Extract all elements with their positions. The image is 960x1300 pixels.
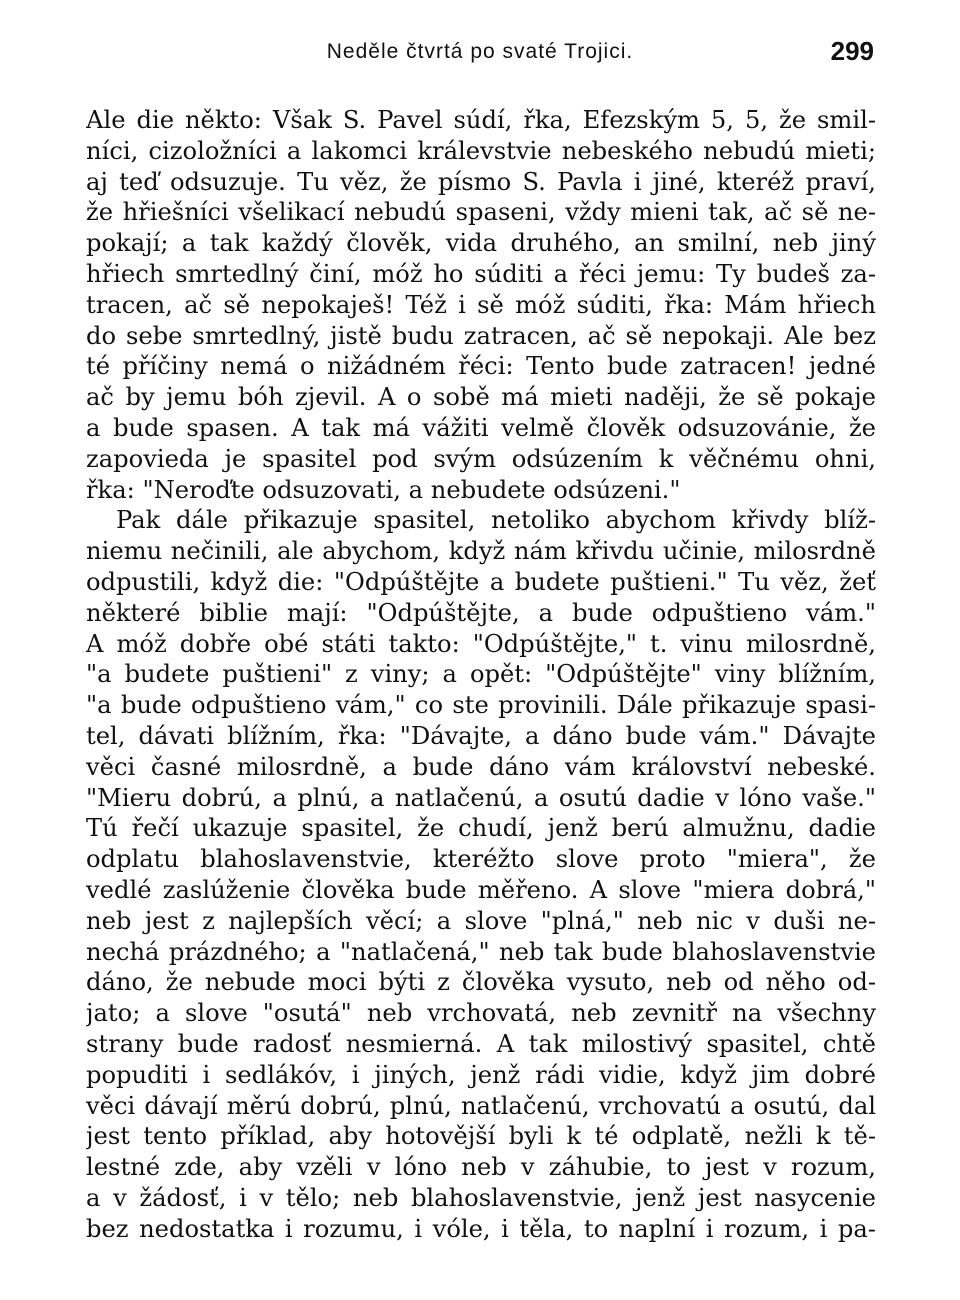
- text-line: ač by jemu bóh zjevil. A o sobě má mieti naději, že sě pokaje: [86, 383, 876, 412]
- text-line: Pak dále přikazuje spasitel, netoliko abychom křivdy blíž-: [116, 506, 876, 535]
- text-line: věci časné milosrdně, a bude dáno vám království nebeské.: [86, 752, 876, 781]
- text-line: vedlé zaslúženie člověka bude měřeno. A slove "miera dobrá,": [86, 875, 876, 904]
- text-line: odplatu blahoslavenstvie, kteréžto slove proto "miera", že: [86, 845, 876, 874]
- text-line: "a budete puštieni" z viny; a opět: "Odpúštějte" viny blížním,: [86, 660, 876, 689]
- running-head: Neděle čtvrtá po svaté Trojici.: [326, 40, 634, 63]
- text-line: "a bude odpuštieno vám," co ste provinili. Dále přikazuje spasi-: [86, 691, 876, 720]
- text-line: strany bude radosť nesmierná. A tak milostivý spasitel, chtě: [86, 1029, 876, 1058]
- text-line: že hřiešníci všelikací nebudú spaseni, vždy mieni tak, ač sě ne-: [86, 198, 876, 227]
- body-text: [86, 105, 876, 1244]
- text-line: a bude spasen. A tak má vážiti velmě člověk odsuzovánie, že: [86, 413, 876, 442]
- text-line: dáno, že nebude moci býti z člověka vysuto, neb od něho od-: [86, 968, 876, 997]
- text-line: tel, dávati blížním, řka: "Dávajte, a dáno bude vám." Dávajte: [86, 721, 876, 750]
- text-line: neb jest z najlepších věcí; a slove "plná," neb nic v duši ne-: [86, 906, 876, 935]
- page-number: 299: [830, 36, 874, 66]
- text-line: A móž dobře obé státi takto: "Odpúštějte," t. vinu milosrdně,: [86, 629, 876, 658]
- paragraph: [86, 105, 876, 505]
- text-line: bez nedostatka i rozumu, i vóle, i těla, to naplní i rozum, i pa-: [86, 1214, 876, 1243]
- text-line: niemu nečinili, ale abychom, když nám křivdu učinie, milosrdně: [86, 537, 876, 566]
- text-line: Tú řečí ukazuje spasitel, že chudí, jenž berú almužnu, dadie: [86, 814, 876, 843]
- text-line: jato; a slove "osutá" neb vrchovatá, neb zevnitř na všechny: [86, 999, 876, 1028]
- text-line: zapovieda je spasitel pod svým odsúzením k věčnému ohni,: [86, 444, 876, 473]
- text-line: věci dávají měrú dobrú, plnú, natlačenú, vrchovatú a osutú, dal: [86, 1091, 876, 1120]
- text-line: tracen, ač sě nepokaješ! Též i sě móž súditi, řka: Mám hřiech: [86, 290, 876, 319]
- text-line: níci, cizoložníci a lakomci králevstvie nebeského nebudú mieti;: [86, 136, 876, 165]
- page-header: [0, 36, 960, 76]
- text-line: hřiech smrtedlný činí, móž ho súditi a řéci jemu: Ty budeš za-: [86, 259, 876, 288]
- text-line: odpustili, když die: "Odpúštějte a budete puštieni." Tu věz, žeť: [86, 567, 876, 596]
- text-line: pokají; a tak každý člověk, vida druhého, an smilní, neb jiný: [86, 229, 876, 258]
- text-line: popuditi i sedlákóv, i jiných, jenž rádi vidie, když jim dobré: [86, 1060, 876, 1089]
- text-line: lestné zde, aby vzěli v lóno neb v záhubie, to jest v rozum,: [86, 1153, 876, 1182]
- text-line: "Mieru dobrú, a plnú, a natlačenú, a osutú dadie v lóno vaše.": [86, 783, 876, 812]
- text-line: některé biblie mají: "Odpúštějte, a bude odpuštieno vám.": [86, 598, 876, 627]
- text-line: té příčiny nemá o nižádném řéci: Tento bude zatracen! jedné: [86, 352, 876, 381]
- paragraph: [86, 505, 876, 1244]
- text-line: do sebe smrtedlný, jistě budu zatracen, ač sě nepokaji. Ale bez: [86, 321, 876, 350]
- text-line: řka: "Neroďte odsuzovati, a nebudete odsúzeni.": [86, 475, 681, 504]
- text-line: aj teď odsuzuje. Tu věz, že písmo S. Pavla i jiné, kteréž praví,: [86, 167, 876, 196]
- text-line: a v žádosť, i v tělo; neb blahoslavenstvie, jenž jest nasycenie: [86, 1183, 876, 1212]
- text-line: jest tento příklad, aby hotovější byli k té odplatě, nežli k tě-: [86, 1122, 876, 1151]
- text-line: Ale die někto: Však S. Pavel súdí, řka, Efezským 5, 5, že smil-: [86, 106, 876, 134]
- text-line: nechá prázdného; a "natlačená," neb tak bude blahoslavenstvie: [86, 937, 876, 966]
